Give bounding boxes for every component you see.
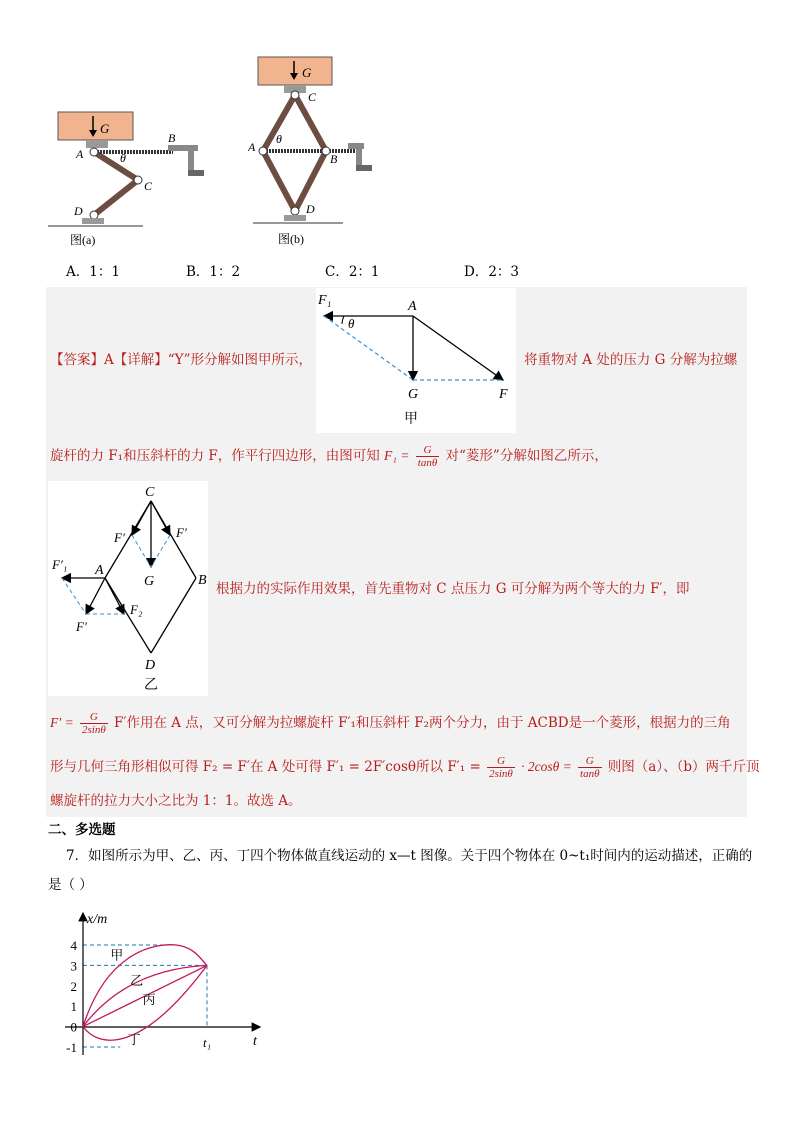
label-c: C <box>145 485 155 500</box>
option-b: B．1：2 <box>186 264 241 280</box>
answer-text: F′作用在 A 点，又可分解为拉螺旋杆 F′₁和压斜杆 F₂两个分力，由于 ACBD是一个菱形，根据力的三角 <box>114 715 731 731</box>
label-b: B <box>168 131 176 145</box>
answer-line5 <box>50 755 760 780</box>
label-f2: F₂ <box>130 602 143 617</box>
question7-line2: 是（ ） <box>48 877 93 893</box>
label-f: F <box>499 387 508 402</box>
label-g: G <box>144 574 155 589</box>
answer-text: 对“菱形”分解如图乙所示， <box>445 448 608 464</box>
label-theta: θ <box>120 151 126 165</box>
question7-line1: 7．如图所示为甲、乙、丙、丁四个物体做直线运动的 x—t 图像。关于四个物体在 0~t₁时间内的运动描述，正确的 <box>66 848 753 864</box>
label-a: A <box>248 140 256 154</box>
label-d: D <box>145 658 156 673</box>
fraction-g-2sin: $\frac{G}{2\sin\theta}$ <box>81 711 106 736</box>
load-block <box>258 57 332 85</box>
formula-f1: F₁ = <box>384 448 410 463</box>
answer-line1-right: 将重物对 A 处的压力 G 分解为拉螺 <box>524 352 738 368</box>
y-tick-label: -1 <box>66 1040 77 1055</box>
answer-tag: 【答案】A【详解】 <box>50 352 168 368</box>
xt-chart <box>55 905 275 1065</box>
jack-figure-a <box>48 100 228 250</box>
label-theta: θ <box>276 132 282 146</box>
label-a: A <box>76 147 84 161</box>
diagram-yi <box>48 481 208 696</box>
y-axis-label: x/m <box>87 912 108 927</box>
label-g: G <box>100 121 110 136</box>
caption-yi: 乙 <box>144 678 158 693</box>
caption-a: 图(a) <box>70 233 96 247</box>
label-b: B <box>198 573 207 588</box>
diagram-jia <box>316 288 516 433</box>
series-label-丁: 丁 <box>127 1031 141 1047</box>
label-theta: θ <box>348 316 355 331</box>
option-a: A．1：1 <box>66 264 120 280</box>
fraction-g-tan: $\frac{G}{\tan\theta}$ <box>580 755 600 780</box>
label-fprime-bottom: F′ <box>76 619 87 634</box>
label-d: D <box>74 204 83 218</box>
label-a: A <box>95 563 104 578</box>
section-title: 二、多选题 <box>48 822 116 838</box>
y-tick-label: 2 <box>70 978 77 994</box>
caption-jia: 甲 <box>404 412 418 427</box>
y-tick-label: 3 <box>70 958 77 974</box>
answer-text: 形与几何三角形相似可得 F₂ = F′在 A 处可得 F′₁ = 2F′cosθ所以 F′₁ = <box>50 759 481 775</box>
label-c: C <box>308 90 317 104</box>
option-d: D．2：3 <box>464 264 520 280</box>
label-f1prime: F′₁ <box>52 557 68 572</box>
answer-line3: 根据力的实际作用效果，首先重物对 C 点压力 G 可分解为两个等大的力 F′，即 <box>216 581 690 597</box>
y-tick-label: 1 <box>70 999 77 1015</box>
answer-line1-left <box>50 350 312 370</box>
answer-line4 <box>50 711 731 736</box>
label-g: G <box>408 387 419 402</box>
caption-b: 图(b) <box>278 232 304 246</box>
y-tick-label: 4 <box>70 938 77 953</box>
y-tick-label: 0 <box>70 1019 77 1035</box>
label-fprime-right: F′ <box>176 525 187 540</box>
curve-甲 <box>83 945 207 1027</box>
answer-line2 <box>50 444 608 469</box>
label-b: B <box>330 152 338 166</box>
load-block <box>58 112 133 140</box>
x-tick-label: t₁ <box>203 1035 212 1050</box>
answer-line6: 螺旋杆的拉力大小之比为 1：1。故选 A。 <box>50 793 302 809</box>
option-c: C．2：1 <box>325 264 380 280</box>
answer-text: 旋杆的力 F₁和压斜杆的力 F，作平行四边形，由图可知 <box>50 448 380 464</box>
series-label-乙: 乙 <box>130 972 144 988</box>
fraction-g-tan: $\frac{G}{\tan\theta}$ <box>417 444 438 469</box>
jack-figure-b <box>248 55 398 250</box>
formula-fprime: F′ = <box>50 715 74 730</box>
label-d: D <box>306 202 315 216</box>
x-axis-label: t <box>253 1034 257 1049</box>
formula-mid: · 2cosθ = <box>521 759 572 774</box>
answer-text: 则图（a）、（b）两千斤顶 <box>607 759 760 775</box>
label-f1: F₁ <box>318 293 332 308</box>
label-a: A <box>408 299 417 314</box>
label-fprime-left: F′ <box>114 530 125 545</box>
label-c: C <box>144 179 153 193</box>
series-label-甲: 甲 <box>110 947 124 963</box>
label-g: G <box>302 65 312 80</box>
series-label-丙: 丙 <box>142 992 156 1008</box>
fraction-g-2sin: $\frac{G}{2\sin\theta}$ <box>489 755 513 780</box>
answer-text: “Y”形分解如图甲所示， <box>167 352 312 368</box>
